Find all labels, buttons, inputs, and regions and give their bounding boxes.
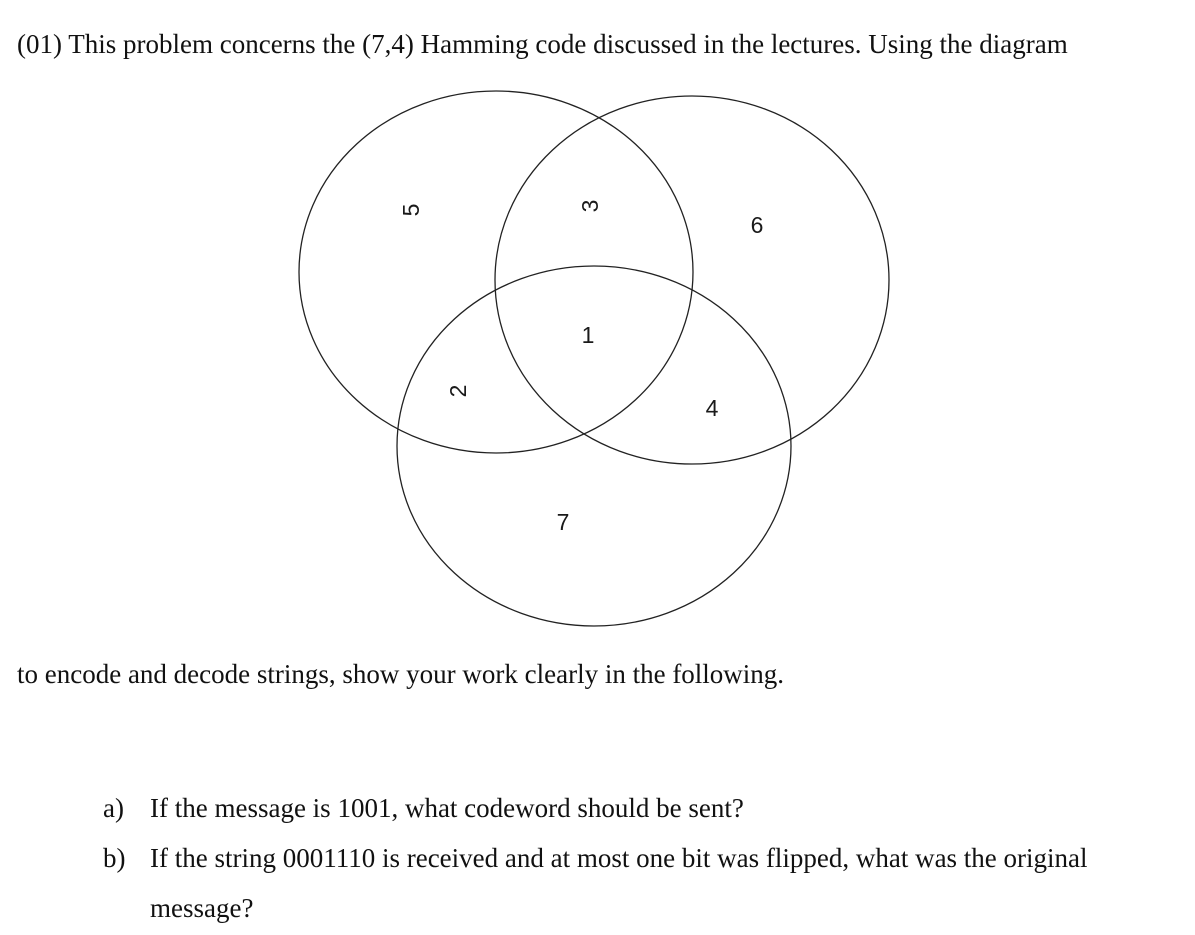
question-b-marker: b) [103, 843, 126, 873]
venn-label-1: 1 [581, 322, 595, 348]
question-a-marker: a) [103, 793, 124, 823]
venn-label-4: 4 [705, 395, 719, 421]
problem-intro-text: (01) This problem concerns the (7,4) Hamming code discussed in the lectures. Using the diagram [17, 29, 1068, 59]
question-a-text: If the message is 1001, what codeword should be sent? [150, 793, 744, 823]
venn-label-5: 5 [398, 203, 424, 217]
venn-circle-right [495, 96, 889, 464]
venn-circle-left [299, 91, 693, 453]
question-b [0, 833, 1090, 933]
problem-followup-text: to encode and decode strings, show your work clearly in the following. [17, 659, 785, 689]
venn-label-6: 6 [750, 212, 764, 238]
venn-label-3: 3 [577, 199, 603, 213]
venn-label-7: 7 [556, 509, 570, 535]
venn-label-2: 2 [445, 384, 471, 398]
question-list [0, 783, 1195, 933]
question-b-text: If the string 0001110 is received and at most one bit was flipped, what was the original message? [150, 843, 1088, 923]
venn-circle-bottom [397, 266, 791, 626]
question-a [0, 783, 1195, 833]
